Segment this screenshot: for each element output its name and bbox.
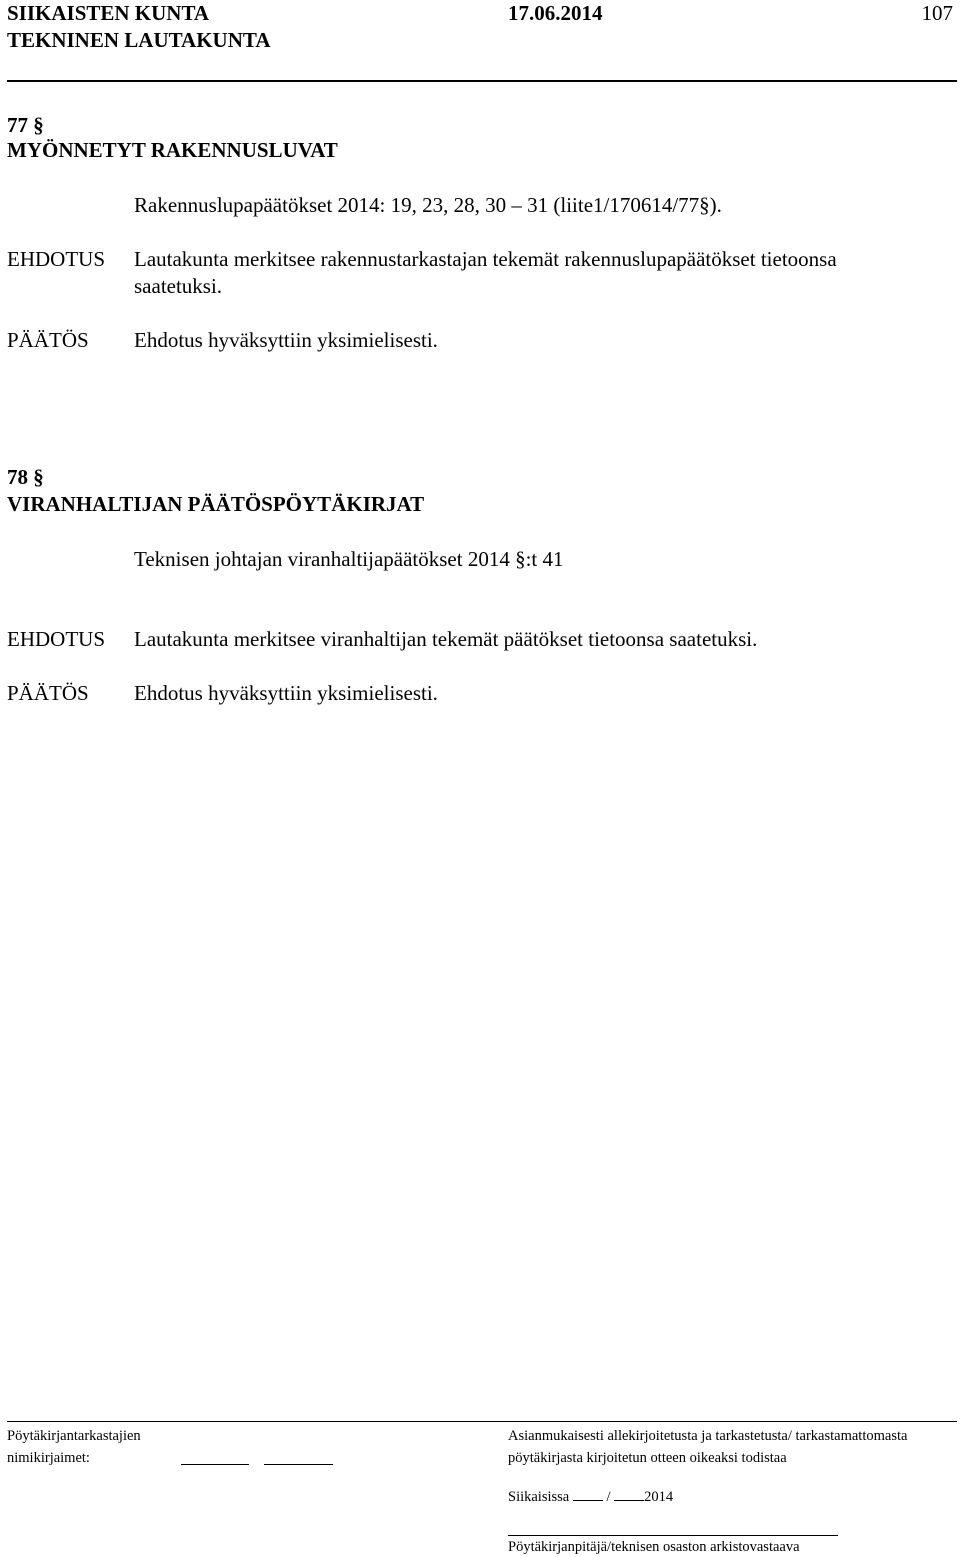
section-77-title: MYÖNNETYT RAKENNUSLUVAT: [7, 138, 338, 162]
section-78-intro: Teknisen johtajan viranhaltijapäätökset 2014 §:t 41: [134, 547, 564, 571]
initials-line-2: [264, 1464, 333, 1465]
municipality-name: SIIKAISTEN KUNTA: [7, 1, 210, 25]
date-slash: /: [606, 1489, 611, 1505]
section-77-proposal-label: EHDOTUS: [7, 247, 105, 271]
footer-place-date: [508, 1486, 673, 1506]
footer-year: 2014: [644, 1489, 674, 1505]
footer-certification-line1: Asianmukaisesti allekirjoitetusta ja tarkastetusta/ tarkastamattomasta: [508, 1428, 908, 1444]
section-77-number: 77 §: [7, 113, 44, 137]
section-78-title: VIRANHALTIJAN PÄÄTÖSPÖYTÄKIRJAT: [7, 492, 425, 516]
header-divider: [7, 80, 957, 82]
day-blank: [573, 1486, 603, 1501]
section-78-decision-text: Ehdotus hyväksyttiin yksimielisesti.: [134, 681, 438, 705]
month-blank: [614, 1486, 644, 1501]
footer-certification-line2: pöytäkirjasta kirjoitetun otteen oikeaksi todistaa: [508, 1450, 787, 1466]
initials-line-1: [181, 1464, 249, 1465]
section-77-proposal-text-cont: saatetuksi.: [134, 274, 223, 298]
section-77-decision-label: PÄÄTÖS: [7, 328, 89, 352]
section-77-proposal-text: Lautakunta merkitsee rakennustarkastajan tekemät rakennuslupapäätökset tietoonsa: [134, 247, 837, 271]
footer-place: Siikaisissa: [508, 1489, 570, 1505]
footer-initials-label: nimikirjaimet:: [7, 1450, 90, 1466]
footer-divider: [7, 1421, 957, 1422]
section-77-decision-text: Ehdotus hyväksyttiin yksimielisesti.: [134, 328, 438, 352]
footer-inspectors-label: Pöytäkirjantarkastajien: [7, 1428, 141, 1444]
section-78-proposal-text: Lautakunta merkitsee viranhaltijan tekemät päätökset tietoonsa saatetuksi.: [134, 627, 758, 651]
section-77-intro: Rakennuslupapäätökset 2014: 19, 23, 28, 30 – 31 (liite1/170614/77§).: [134, 193, 722, 217]
meeting-date: 17.06.2014: [508, 1, 603, 25]
board-name: TEKNINEN LAUTAKUNTA: [7, 28, 271, 52]
page-number: 107: [921, 1, 953, 25]
signature-line: [508, 1535, 838, 1536]
footer-signer-title: Pöytäkirjanpitäjä/teknisen osaston arkistovastaava: [508, 1539, 800, 1555]
section-78-decision-label: PÄÄTÖS: [7, 681, 89, 705]
section-78-proposal-label: EHDOTUS: [7, 627, 105, 651]
section-78-number: 78 §: [7, 465, 44, 489]
